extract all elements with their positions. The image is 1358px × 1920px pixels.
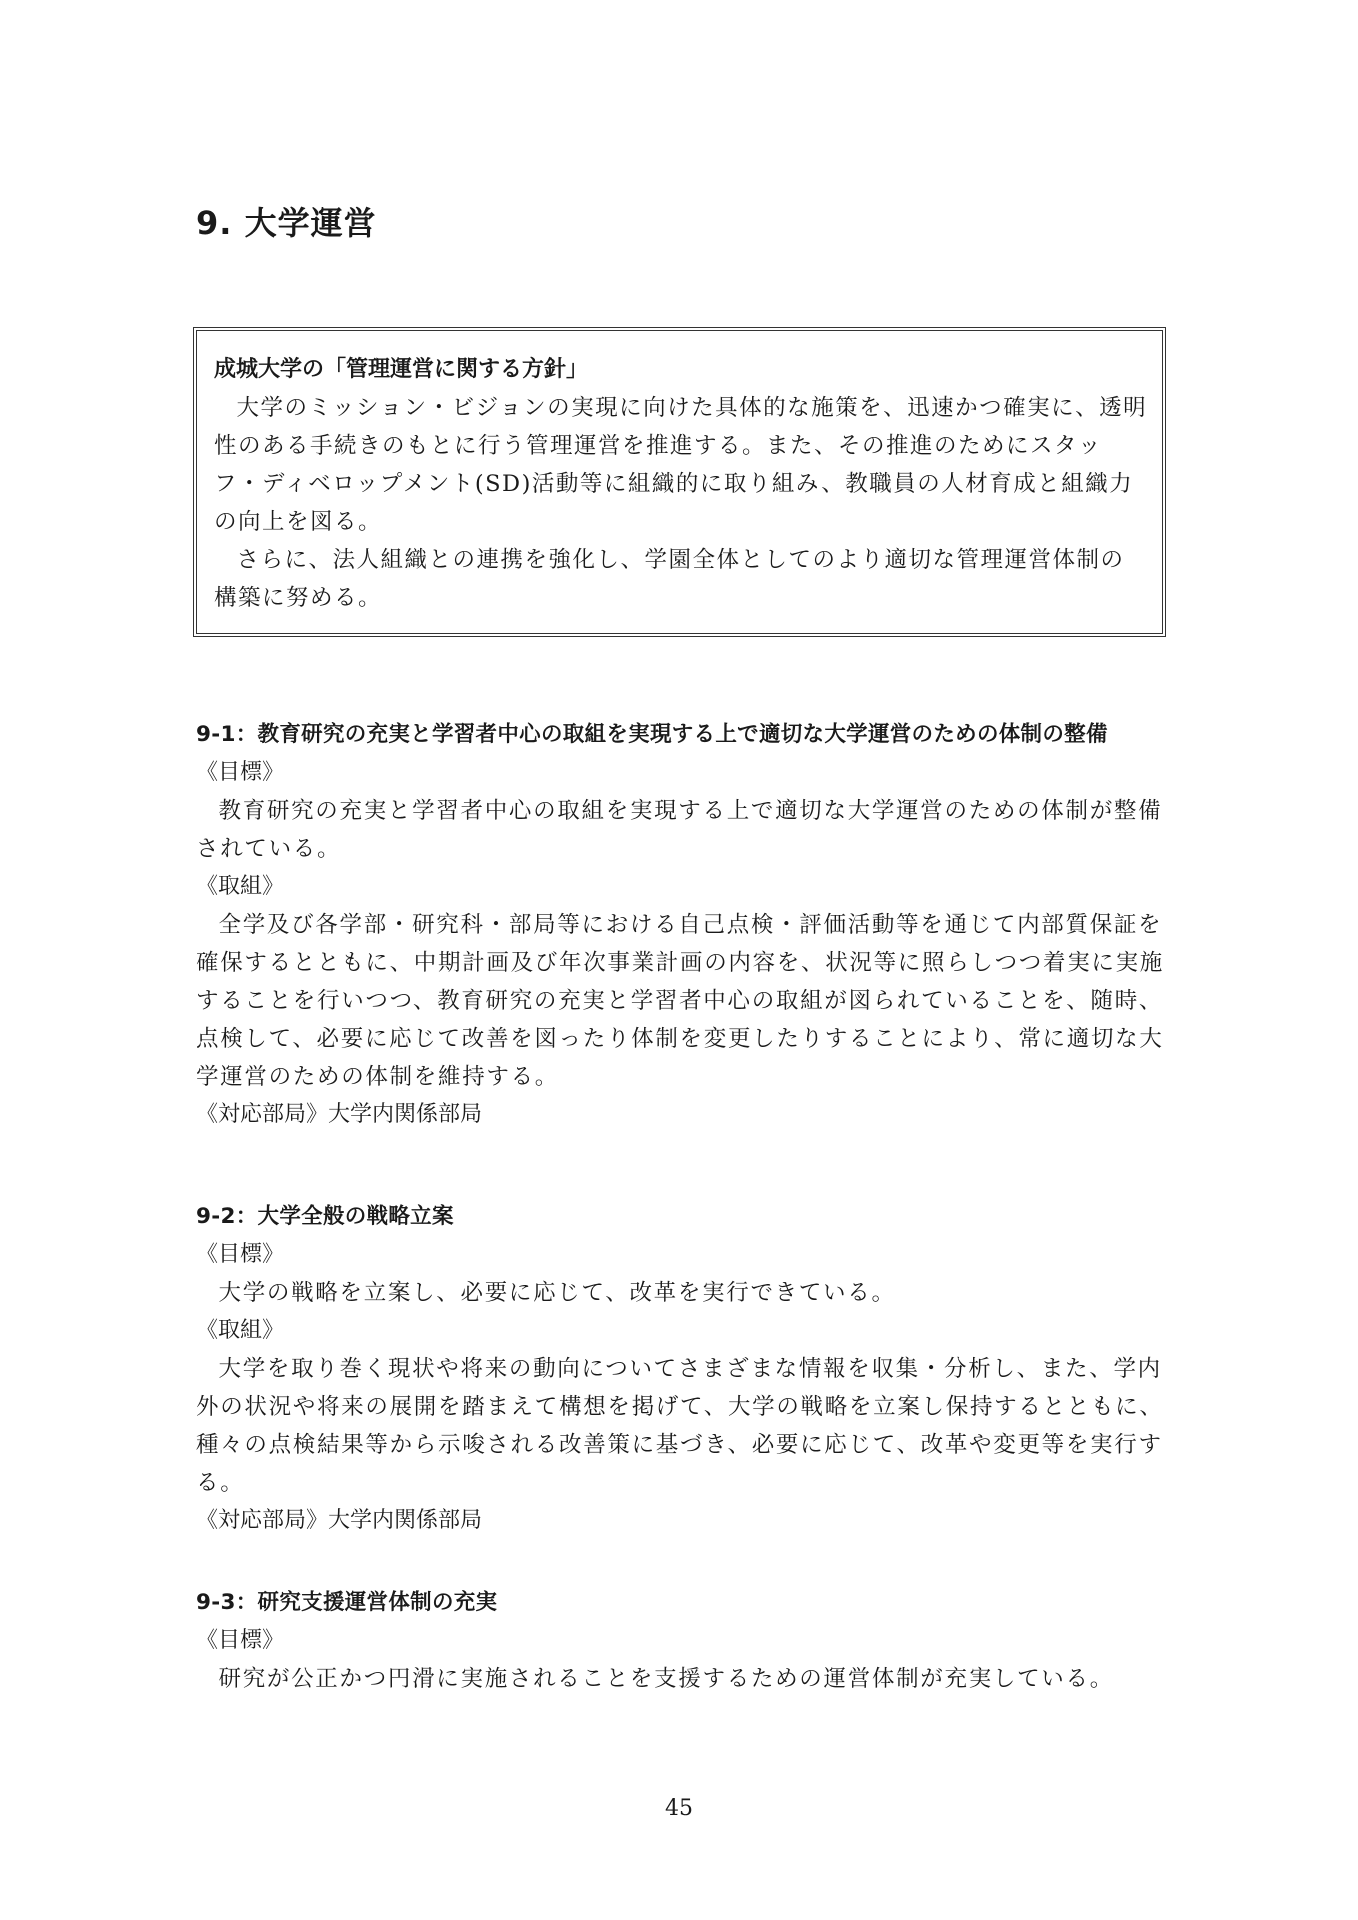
action-text: 大学を取り巻く現状や将来の動向についてさまざまな情報を収集・分析し、また、学内外の状況や将来の展開を踏まえて構想を掲げて、大学の戦略を立案し保持するとともに、種々の点検結果等から示唆される改善策に基づき、必要に応じて、改革や変更等を実行する。 (196, 1356, 1164, 1496)
section-heading: 9-2：大学全般の戦略立案 (196, 1204, 454, 1229)
section-heading: 9-3：研究支援運営体制の充実 (196, 1590, 498, 1615)
policy-box (193, 327, 1166, 637)
section-9-3 (196, 1584, 1171, 1698)
page-number: 45 (665, 1796, 693, 1821)
policy-paragraph: さらに、法人組織との連携を強化し、学園全体としてのより適切な管理運営体制の構築に努める。 (214, 547, 1125, 611)
section-heading: 9-1：教育研究の充実と学習者中心の取組を実現する上で適切な大学運営のための体制の整備 (196, 722, 1108, 747)
goal-label: 《目標》 (196, 1628, 285, 1653)
action-label: 《取組》 (196, 874, 285, 899)
department-text: 《対応部局》大学内関係部局 (196, 1102, 483, 1127)
goal-text: 研究が公正かつ円滑に実施されることを支援するための運営体制が充実している。 (218, 1666, 1114, 1692)
policy-paragraph: 大学のミッション・ビジョンの実現に向けた具体的な施策を、迅速かつ確実に、透明性のある手続きのもとに行う管理運営を推進する。また、その推進のためにスタッフ・ディベロップメント(SD)活動等に組織的に取り組み、教職員の人材育成と組織力の向上を図る。 (214, 395, 1148, 535)
action-label: 《取組》 (196, 1318, 285, 1343)
goal-label: 《目標》 (196, 760, 285, 785)
goal-text: 大学の戦略を立案し、必要に応じて、改革を実行できている。 (218, 1280, 896, 1306)
department-text: 《対応部局》大学内関係部局 (196, 1508, 483, 1533)
goal-label: 《目標》 (196, 1242, 285, 1267)
page-title: 9. 大学運営 (196, 204, 377, 242)
section-9-1 (196, 716, 1171, 1134)
action-text: 全学及び各学部・研究科・部局等における自己点検・評価活動等を通じて内部質保証を確保するとともに、中期計画及び年次事業計画の内容を、状況等に照らしつつ着実に実施することを行いつつ、教育研究の充実と学習者中心の取組が図られていることを、随時、点検して、必要に応じて改善を図ったり体制を変更したりすることにより、常に適切な大学運営のための体制を維持する。 (196, 912, 1165, 1090)
policy-heading: 成城大学の「管理運営に関する方針」 (214, 357, 589, 382)
goal-text: 教育研究の充実と学習者中心の取組を実現する上で適切な大学運営のための体制が整備されている。 (196, 798, 1163, 862)
section-9-2 (196, 1198, 1171, 1540)
